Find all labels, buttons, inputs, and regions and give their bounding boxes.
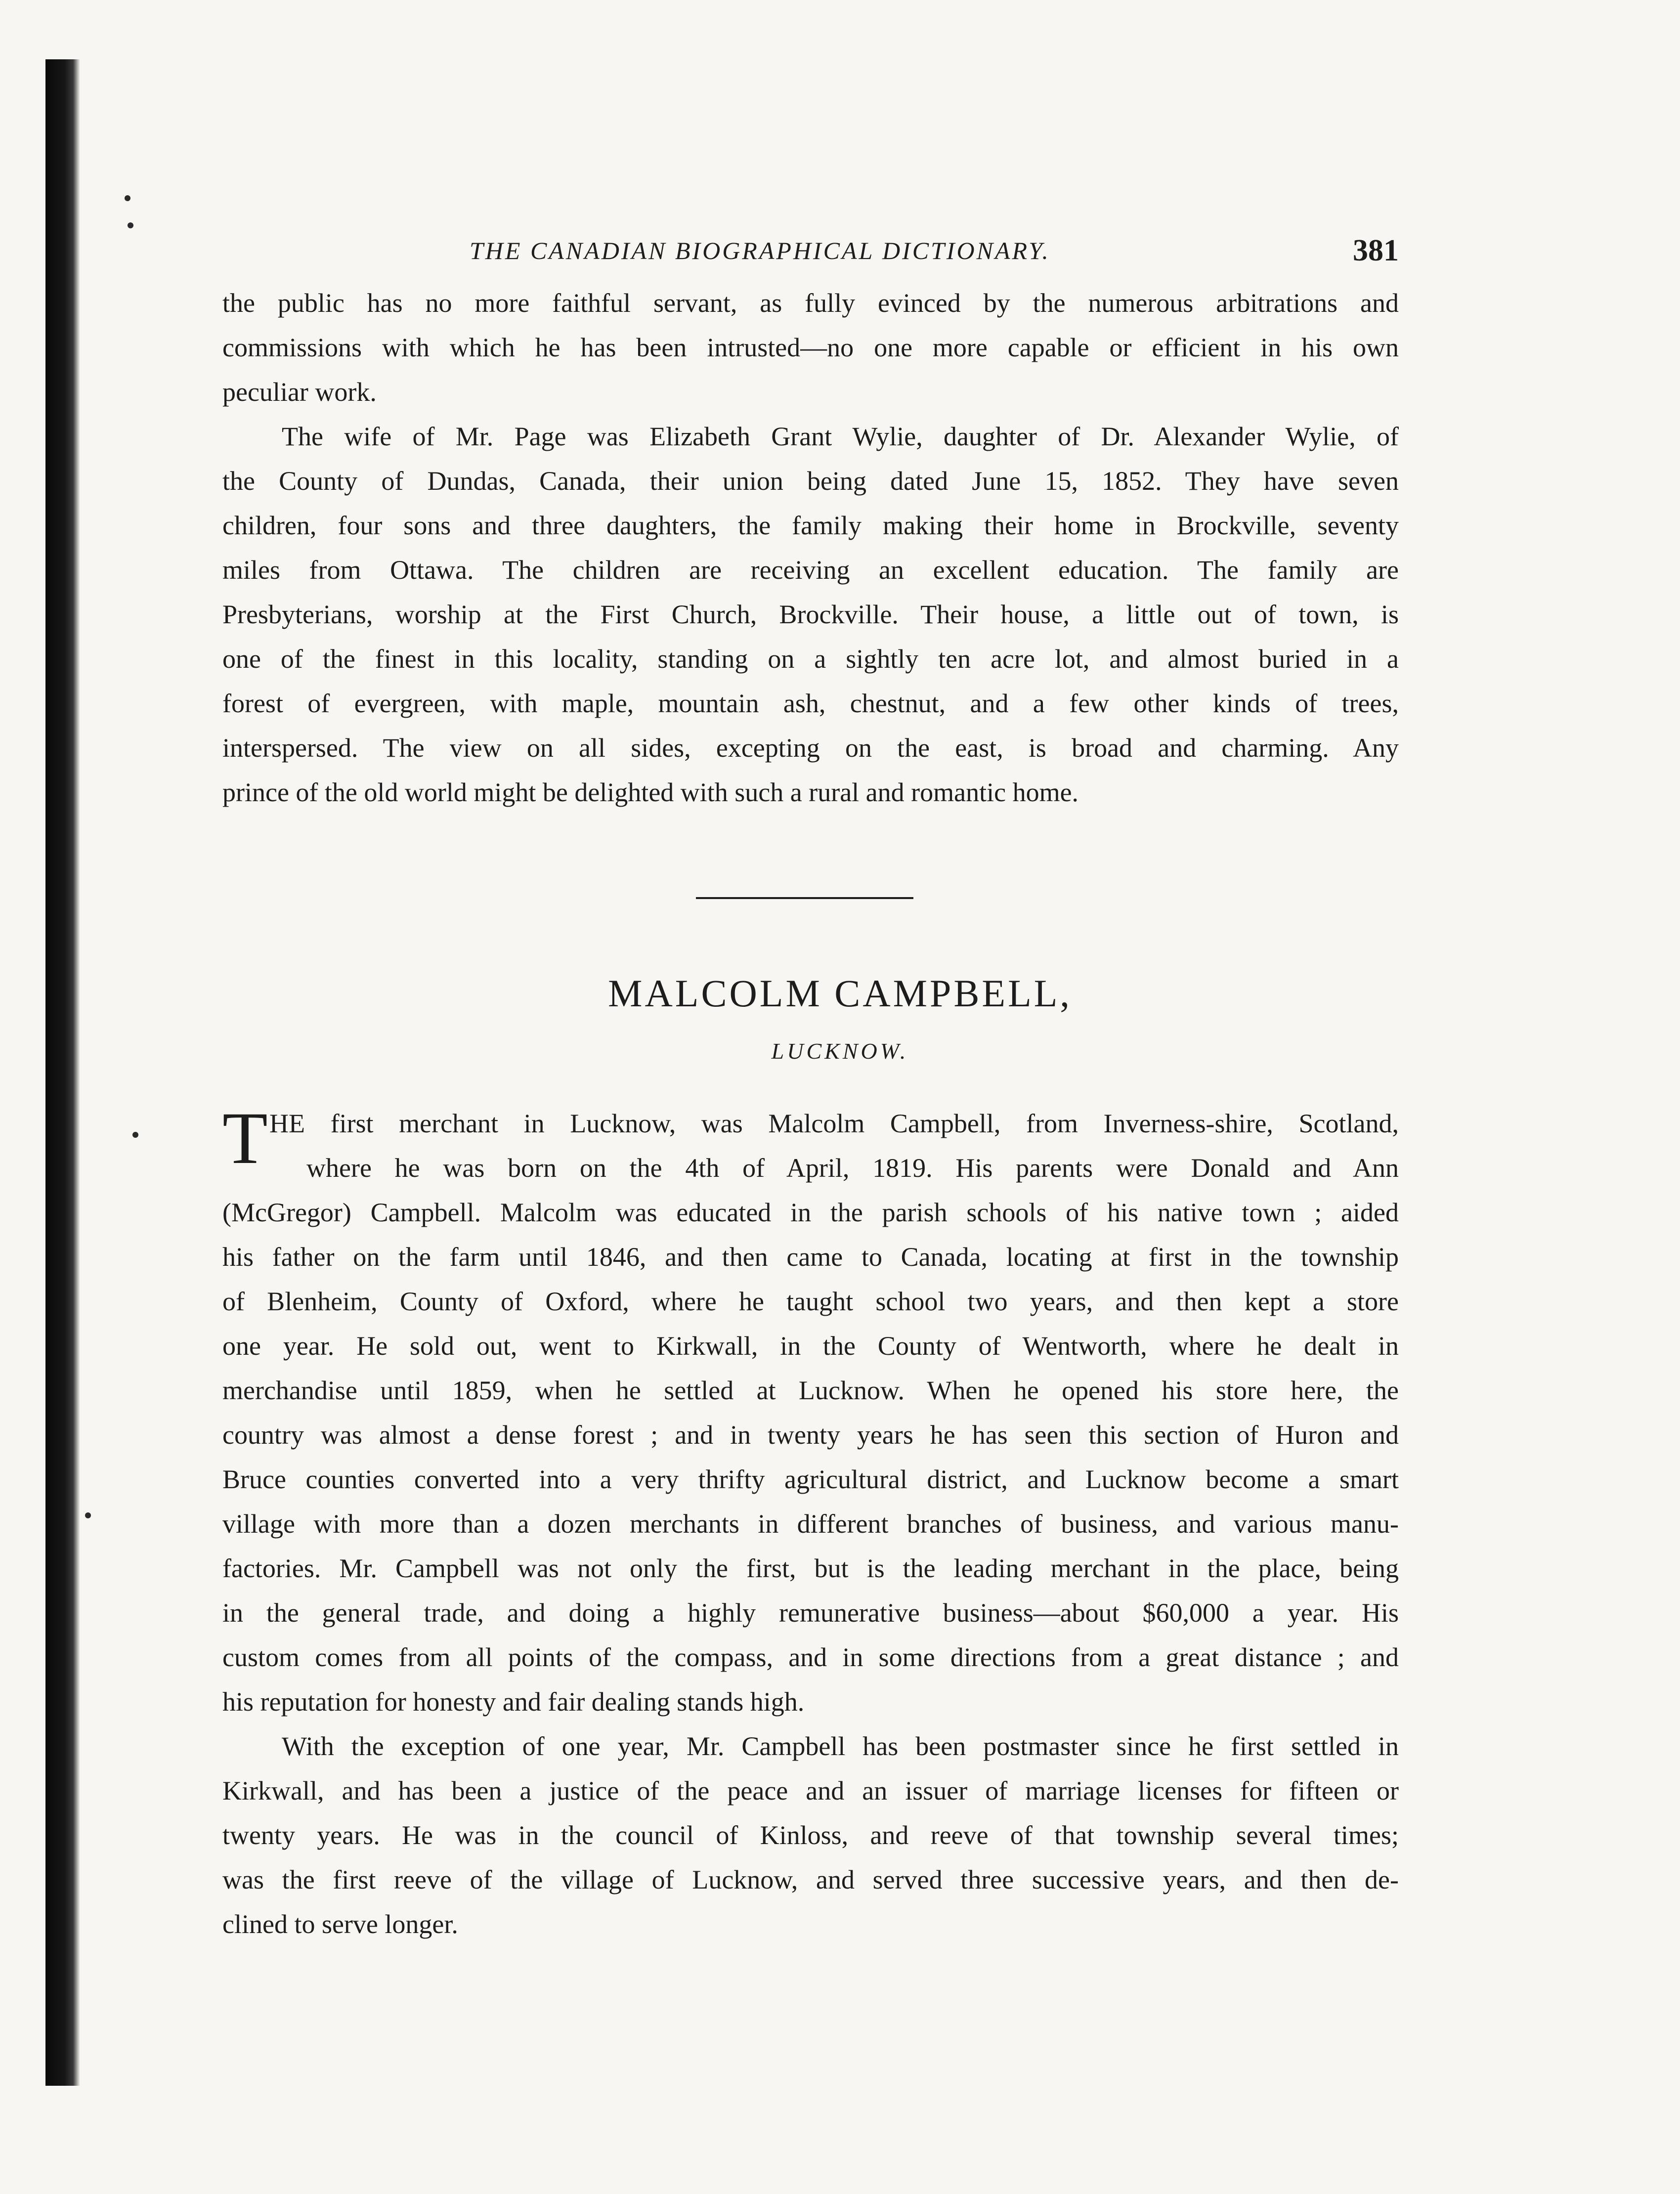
continuation-text <box>222 281 1399 815</box>
drop-cap: T <box>222 1097 268 1179</box>
running-title: THE CANADIAN BIOGRAPHICAL DICTIONARY. <box>470 237 1050 264</box>
text-line: miles from Ottawa. The children are receiving an excellent education. The family are <box>222 555 1399 585</box>
text-line: (McGregor) Campbell. Malcolm was educated in the parish schools of his native town ; aided <box>222 1198 1399 1227</box>
text-line: of Blenheim, County of Oxford, where he taught school two years, and then kept a store <box>222 1287 1399 1316</box>
text-line: HE first merchant in Lucknow, was Malcolm Campbell, from Inverness-shire, Scotland, <box>269 1109 1399 1138</box>
text-line: twenty years. He was in the council of Kinloss, and reeve of that township several times; <box>222 1820 1399 1850</box>
text-line: his reputation for honesty and fair dealing stands high. <box>222 1687 805 1717</box>
text-line: commissions with which he has been intrusted—no one more capable or efficient in his own <box>222 333 1399 362</box>
section-divider <box>696 897 913 899</box>
page-number: 381 <box>1353 234 1399 267</box>
text-line: in the general trade, and doing a highly remunerative business—about $60,000 a year. His <box>222 1598 1399 1628</box>
text-line: his father on the farm until 1846, and then came to Canada, locating at first in the township <box>222 1242 1399 1272</box>
text-line: one year. He sold out, went to Kirkwall, in the County of Wentworth, where he dealt in <box>222 1331 1399 1361</box>
text-line: merchandise until 1859, when he settled at Lucknow. When he opened his store here, the <box>222 1376 1399 1405</box>
text-line: clined to serve longer. <box>222 1909 458 1939</box>
text-line: one of the finest in this locality, standing on a sightly ten acre lot, and almost buried in a <box>222 644 1399 674</box>
text-line: prince of the old world might be delighted with such a rural and romantic home. <box>222 777 1079 807</box>
scan-speck <box>128 222 133 228</box>
binding-shadow <box>45 59 80 2086</box>
text-line: factories. Mr. Campbell was not only the first, but is the leading merchant in the place, being <box>222 1553 1399 1583</box>
text-line: village with more than a dozen merchants in different branches of business, and various manu- <box>222 1509 1399 1539</box>
text-line: The wife of Mr. Page was Elizabeth Grant Wylie, daughter of Dr. Alexander Wylie, of <box>282 422 1399 451</box>
running-head <box>222 236 1399 271</box>
biography-paragraph-2 <box>222 1724 1399 1946</box>
section-title: MALCOLM CAMPBELL, <box>608 972 1072 1015</box>
scan-speck <box>85 1512 91 1518</box>
text-line: custom comes from all points of the compass, and in some directions from a great distance ; and <box>222 1642 1399 1672</box>
text-line: was the first reeve of the village of Lucknow, and served three successive years, and then de- <box>222 1865 1399 1894</box>
scan-speck <box>132 1132 138 1138</box>
text-line: Kirkwall, and has been a justice of the peace and an issuer of marriage licenses for fifteen or <box>222 1776 1399 1806</box>
scan-speck <box>125 195 130 201</box>
text-line: children, four sons and three daughters, the family making their home in Brockville, seventy <box>222 511 1399 540</box>
text-line: where he was born on the 4th of April, 1819. His parents were Donald and Ann <box>306 1153 1399 1183</box>
text-line: With the exception of one year, Mr. Campbell has been postmaster since he first settled in <box>282 1731 1399 1761</box>
text-line: interspersed. The view on all sides, excepting on the east, is broad and charming. Any <box>222 733 1399 763</box>
text-line: the County of Dundas, Canada, their union being dated June 15, 1852. They have seven <box>222 466 1399 496</box>
text-line: the public has no more faithful servant, as fully evinced by the numerous arbitrations and <box>222 288 1399 318</box>
section-subtitle: LUCKNOW. <box>771 1038 909 1064</box>
biography-paragraph-1 <box>222 1097 1399 1724</box>
text-line: peculiar work. <box>222 377 377 407</box>
text-line: forest of evergreen, with maple, mountain ash, chestnut, and a few other kinds of trees, <box>222 688 1399 718</box>
text-line: Presbyterians, worship at the First Church, Brockville. Their house, a little out of town, is <box>222 600 1399 629</box>
text-line: country was almost a dense forest ; and in twenty years he has seen this section of Huron and <box>222 1420 1399 1450</box>
text-line: Bruce counties converted into a very thrifty agricultural district, and Lucknow become a smart <box>222 1464 1399 1494</box>
